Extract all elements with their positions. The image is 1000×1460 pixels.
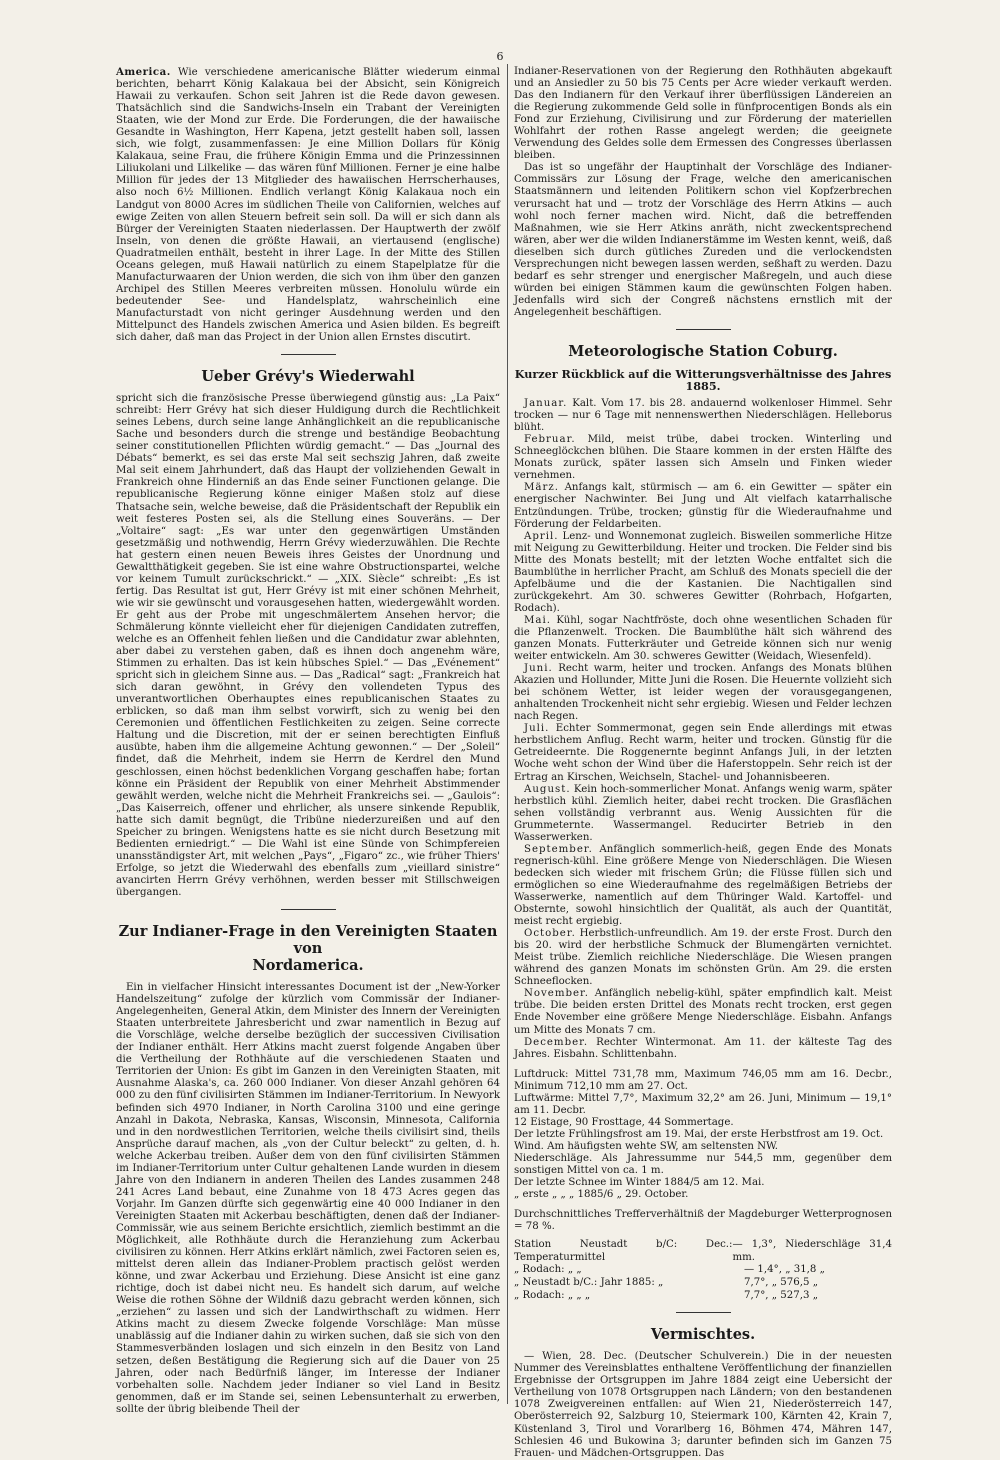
meteo-stat-line: Der letzte Schnee im Winter 1884/5 am 12. Mai. <box>514 1177 765 1189</box>
section-rule <box>676 329 731 330</box>
left-column <box>116 66 500 1416</box>
meteo-month-text: Kalt. Vom 17. bis 28. andauernd wolkenloser Himmel. Sehr trocken — nur 6 Tage mit nennenswerthen Niederschlägen. Helleborus blüht. <box>514 398 892 434</box>
meteo-month-name: Januar. <box>524 398 568 410</box>
meteo-month-name: September. <box>524 843 593 855</box>
meteo-month-text: Recht warm, heiter und trocken. Anfangs des Monats blühen Akazien und Hollunder, Mitte Juni die Rosen. Die Heuernte vollzieht sich bei schönem Wetter, ist leider wegen der vorausgegangenen, anhaltenden Trockenheit nicht sehr ergiebig. Wiesen und Felder lechzen nach Regen. <box>514 663 892 723</box>
meteo-stat-line: Luftwärme: Mittel 7,7°, Maximum 32,2° am 26. Juni, Minimum — 19,1° am 11. Decbr. <box>514 1092 892 1116</box>
article-meteo-subheading: Kurzer Rückblick auf die Witterungsverhältnisse des Jahres 1885. <box>514 366 892 394</box>
meteo-station-table <box>514 1239 892 1302</box>
article-indianer-continued-paragraph: Indianer-Reservationen von der Regierung den Rothhäuten abgekauft und an Ansiedler zu 50 bis 75 Cents per Acre wieder verkauft werden. Das den Indianern für den Verkauf ihrer überflüssigen Ländereien an die Regierung zukommende Geld solle in fünfprocentigen Bonds als ein Fond zur Erziehung, Civilisirung und zur Förderung der materiellen Wohlfahrt der rothen Rasse angelegt werden; die geeignete Verwendung des Geldes solle dem Ermessen des Congresses überlassen bleiben. <box>514 66 892 162</box>
article-indianer-continued-paragraph: Das ist so ungefähr der Hauptinhalt der Vorschläge des Indianer-Commissärs zur Lösung der Frage, welche den americanischen Staatsmännern und leitenden Politikern schon viel Kopfzerbrechen verursacht hat und — trotz der Vorschläge des Herrn Atkins — auch wohl noch ferner machen wird. Nicht, daß die betreffenden Maßnahmen, wie sie Herr Atkins anräth, nicht zweckentsprechend wären, aber wer die wilden Indianerstämme im Westen kennt, weiß, daß dieselben sich durch gütliches Zureden und die verlockendsten Versprechungen nicht bewegen lassen werden, seßhaft zu werden. Dazu bedarf es sehr strenger und energischer Maßregeln, und auch diese würden bei einigen Stämmen kaum die gewünschten Folgen haben. Jedenfalls wird sich der Congreß nächstens ernstlich mit der Angelegenheit beschäftigen. <box>514 162 892 318</box>
article-america-runin: America. <box>116 66 171 78</box>
meteo-month-entry <box>514 663 892 723</box>
table-row <box>514 1277 892 1290</box>
meteo-month-text: Rechter Wintermonat. Am 11. der kälteste Tag des Jahres. Eisbahn. Schlittenbahn. <box>514 1036 892 1060</box>
meteo-month-name: December. <box>524 1036 589 1048</box>
meteo-stats <box>514 1069 892 1202</box>
article-indianer-heading <box>116 923 500 974</box>
article-indianer-paragraph: Ein in vielfacher Hinsicht interessantes Document ist der „New-Yorker Handelszeitung“ zufolge der kürzlich vom Commissär der Indianer-Angelegenheiten, General Atkin, dem Minister des Innern der Vereinigten Staaten unterbreitete Jahresbericht und zwar namentlich in Bezug auf die Vorschläge, welche derselbe bezüglich der successiven Civilisation der Indianer enthält. Herr Atkins macht zuerst folgende Angaben über die Vertheilung der Rothhäute auf die verschiedenen Staaten und Territorien der Union: Es gibt im Ganzen in den Vereinigten Staaten, mit Ausnahme Alaska's, ca. 260 000 Indianer. Von dieser Anzahl gehören 64 000 zu den fünf civilisirten Stämmen im Indianer-Territorium. In Newyork befinden sich 4970 Indianer, in North Carolina 3100 und eine geringe Anzahl in Dakota, Nebraska, Kansas, Wisconsin, Minnesota, California und in den nordwestlichen Territorien, welche theils civilisirt sind, theils Ansprüche darauf machen, als „von der Cultur beleckt“ zu gelten, d. h. welche Ackerbau treiben. Außer dem von den fünf civilisirten Stämmen im Indianer-Territorium unter Cultur gehaltenen Lande wurden in diesem Jahre von den Indianern in anderen Theilen des Landes zusammen 248 241 Acres Land bebaut, eine Zunahme von 18 473 Acres gegen das Vorjahr. Im Ganzen dürfte sich gegenwärtig eine 40 000 Indianer in den Vereinigten Staaten mit Ackerbau beschäftigten, denen daß der Indianer-Commissär, wie aus seinem Berichte ersichtlich, ziemlich bestimmt an die Möglichkeit, alle Rothhäute durch die Heranziehung zum Ackerbau civilisiren zu können. Herr Atkins erklärt nämlich, zwei Factoren seien es, mittelst deren allein das Indianer-Problem practisch gelöst werden könne, und zwar Ackerbau und Erziehung. Diese Ansicht ist eine ganz richtige, doch ist dabei nicht neu. Es handelt sich darum, auf welche Weise die rothen Söhne der Wildniß dazu gebracht werden können, sich „erziehen“ zu lassen und sich der Landwirthschaft zu widmen. Herr Atkins macht zu diesem Zwecke folgende Vorschläge: Man müsse unablässig auf die Indianer dahin zu wirken suchen, daß sie sich von den Stammesverbänden loslagen und sich einzeln in den Besitz von Land setzen, deßen Bestätigung die Regierung sich auf die Dauer von 25 Jahren, oder nach Bedürfniß länger, im Interesse der Indianer vorbehalten solle. Nachdem jeder Indianer so viel Land in Besitz genommen, daß er im Stande sei, seinen Lebensunterhalt zu erwerben, sollte der übrig bleibende Theil der <box>116 982 500 1415</box>
section-rule <box>676 1312 731 1313</box>
meteo-month-text: Lenz- und Wonnemonat zugleich. Bisweilen sommerliche Hitze mit Neigung zu Gewitterbildung. Heiter und trocken. Die Felder sind bis Mitte des Monats bestellt; mit der letzten Woche entfaltet sich die Baumblüthe in herrlicher Pracht, am Schluß des Monats speciell die der Apfelbäume und die der Kastanien. Die Nachtigallen sind zurückgekehrt. Am 30. schweres Gewitter (Rohrbach, Hofgarten, Rodach). <box>514 530 892 614</box>
article-indianer-heading-line2: Nordamerica. <box>252 957 364 975</box>
meteo-month-entry <box>514 615 892 663</box>
table-row <box>514 1239 892 1264</box>
meteo-month-entry <box>514 531 892 615</box>
article-indianer-heading-line1: Zur Indianer-Frage in den Vereinigten Staaten von <box>118 923 498 958</box>
meteo-stat-line: Wind. Am häufigsten wehte SW, am seltensten NW. <box>514 1140 779 1152</box>
article-grevy-heading: Ueber Grévy's Wiederwahl <box>201 368 415 386</box>
meteo-month-name: April. <box>524 530 559 542</box>
meteo-month-name: Juni. <box>524 663 553 675</box>
table-cell: „ Rodach: „ „ <box>514 1264 582 1276</box>
right-column <box>514 66 892 1460</box>
meteo-stat-line: Niederschläge. Als Jahressumme nur 544,5 mm, gegenüber dem sonstigen Mittel von ca. 1 m. <box>514 1152 892 1177</box>
article-america-text: Wie verschiedene americanische Blätter wiederum einmal berichten, beharrt König Kalakaua bei der Absicht, sein Königreich Hawaii zu verkaufen. Schon seit Jahren ist die Rede davon gewesen. Thatsächlich sind die Sandwichs-Inseln ein Trabant der Vereinigten Staaten, wie der Mond zur Erde. Die Forderungen, die der hawaiische Gesandte in Washington, Herr Kapena, jetzt gestellt haben soll, lassen sich, wie folgt, zusammenfassen: Je eine Million Dollars für König Kalakaua, seine Frau, die frühere Königin Emma und die Prinzessinnen Liliukolani und Lilkelike — das wären fünf Millionen. Ferner je eine halbe Million für jedes der 13 Mitglieder des hawaiischen Herrscherhauses, also noch 6½ Millionen. Endlich verlangt König Kalakaua noch ein Landgut von 8000 Acres im südlichen Theile von Californien, welches auf ewige Zeiten von allen Steuern befreit sein soll. Da will er sich dann als Bürger der Vereinigten Staaten niederlassen. Der Hauptwerth der zwölf Inseln, von denen die größte Hawaii, an viertausend (englische) Quadratmeilen enthält, besteht in ihrer Lage. In der Mitte des Stillen Oceans gelegen, muß Hawaii natürlich zu einem Stapelplatze für die Manufacturwaaren der Union werden, die sich von ihm über den ganzen Archipel des Stillen Meeres verbreiten müssen. Honolulu würde ein bedeutender See- und Handelsplatz, wahrscheinlich eine Manufacturstadt von nicht geringer Ausdehnung werden und den Mittelpunct des Handels zwischen America und Asien bilden. Es begreift sich daher, daß man das Project in der Union allen Ernstes discutirt. <box>116 67 500 344</box>
meteo-month-name: März. <box>524 482 559 494</box>
article-meteo-heading: Meteorologische Station Coburg. <box>568 342 838 360</box>
section-rule <box>281 354 336 355</box>
meteo-month-entry <box>514 482 892 530</box>
meteo-month-entry <box>514 844 892 928</box>
table-cell: Station Neustadt b/C: Dec.: Temperaturmittel <box>514 1239 733 1263</box>
meteo-month-entry <box>514 434 892 482</box>
table-row <box>514 1290 892 1303</box>
meteo-stat-line: „ erste „ „ „ 1885/6 „ 29. October. <box>514 1189 689 1201</box>
table-cell: „ Rodach: „ „ „ <box>514 1289 591 1301</box>
meteo-stat-line: Luftdruck: Mittel 731,78 mm, Maximum 746,05 mm am 16. Decbr., Minimum 712,10 mm am 27. Oct. <box>514 1068 892 1092</box>
meteo-month-text: Kühl, sogar Nachtfröste, doch ohne wesentlichen Schaden für die Pflanzenwelt. Trocken. Die Baumblüthe hält sich während des ganzen Monats. Futterkräuter und Getreide können sich nur wenig weiter entwickeln. Am 30. schweres Gewitter (Weidach, Wiesenfeld). <box>514 614 892 663</box>
table-row <box>514 1264 892 1277</box>
article-vermischtes-heading: Vermischtes. <box>650 1326 756 1344</box>
meteo-month-name: Februar. <box>524 434 576 446</box>
meteo-month-entry <box>514 398 892 434</box>
article-grevy-paragraph: spricht sich die französische Presse überwiegend günstig aus: „La Paix“ schreibt: Herr Grévy hat sich dieser Huldigung durch die Rechtlichkeit seines Lebens, durch seine lange Anhänglichkeit an die republicanische Sache und besonders durch die strenge und beständige Beobachtung seiner constitutionellen Pflichten würdig gemacht.“ — Das „Journal des Débats“ bemerkt, es sei das erste Mal seit sechszig Jahren, daß zweite Mal seit einem Jahrhundert, daß das Haupt der vollziehenden Gewalt in Frankreich ohne Hinderniß an das Ende seiner Functionen gelange. Die republicanische Regierung könne einiger Maßen stolz auf diese Thatsache sein, welche beweise, daß die Präsidentschaft der Republik ein weit festeres Posten sei, als die Stellung eines Souveräns. — Der „Voltaire“ sagt: „Es war unter den gegenwärtigen Umständen gesetzmäßig und nothwendig, Herrn Grévy wiederzuwählen. Die Rechte hat gestern einen neuen Beweis ihres Geistes der Unordnung und Gewaltthätigkeit gegeben. Sie ist eine wahre Obstructionspartei, welche vor keinem Tumult zurückschrickt.“ — „XIX. Siècle“ schreibt: „Es ist fertig. Das Resultat ist gut, Herr Grévy ist mit einer schönen Mehrheit, wie wir sie gewünscht und vorausgesehen hatten, wiedergewählt worden. Er geht aus der Probe mit ungeschmälertem Ansehen hervor; die Schmälerung könnte vielleicht eher für diejenigen Candidaten zutreffen, welche es an Offenheit fehlen ließen und die Candidatur zwar ablehnten, aber dabei zu verstehen gaben, daß es ihnen doch angenehm wäre, Stimmen zu erhalten. Das ist kein hübsches Spiel.“ — Das „Evénement“ spricht sich in gleichem Sinne aus. — Das „Radical“ sagt: „Frankreich hat sich daran gewöhnt, in Grévy den vollendeten Typus des unverantwortlichen Oberhauptes eines republicanischen Staates zu erblicken, so daß man ihm selbst vorwirft, sich zu wenig bei den Ceremonien und öffentlichen Festlichkeiten zu zeigen. Seine correcte Haltung und die Discretion, mit der er seinen berechtigten Einfluß ausübte, haben ihm die allgemeine Achtung gewonnen.“ — Der „Soleil“ findet, daß die Mehrheit, indem sie Herrn de Kerdrel den Mund geschlossen, einen höchst bedenklichen Vorgang geschaffen habe; fortan könne ein Präsident der Republik von einer Mehrheit Abstimmender gewählt werden, welche nicht die Mehrheit Frankreichs sei. — „Gaulois“: „Das Kaiserreich, offener und ehrlicher, als unsere sinkende Republik, hatte sich damit begnügt, die Tribüne niederzureißen und auf den Speicher zu bringen. Wenigstens hatte es sie nicht durch Besetzung mit Bedienten erniedrigt.“ — Die Wahl ist eine Sünde von Schimpfereien unansständigster Art, mit welchen „Pays“, „Figaro“ zc., wie früher Thiers' Erfolge, so jetzt die Wiederwahl des ebenfalls zum „vieillard sinistre“ avancirten Herrn Grévy verhöhnen, werden besser mit Stillschweigen übergangen. <box>116 393 500 898</box>
meteo-month-name: Juli. <box>524 723 550 735</box>
meteo-month-entry <box>514 988 892 1036</box>
meteo-month-entry <box>514 928 892 988</box>
meteo-month-text: Echter Sommermonat, gegen sein Ende allerdings mit etwas herbstlichem Anflug. Recht warm, heiter und trocken. Günstig für die Getreideernte. Die Roggenernte beginnt Anfangs Juli, in der letzten Woche weht schon der Wind über die Haferstoppeln. Sehr reich ist der Ertrag an Kirschen, Weichseln, Stachel- und Johannisbeeren. <box>514 723 892 783</box>
meteo-month-text: Anfangs kalt, stürmisch — am 6. ein Gewitter — später ein energischer Nachwinter. Bei Jung und Alt vielfach katarrhalische Entzündungen. Trübe, trocken; günstig für die Wiederaufnahme und Förderung der Feldarbeiten. <box>514 482 892 530</box>
meteo-month-entry <box>514 723 892 783</box>
meteo-month-name: October. <box>524 928 576 940</box>
meteo-month-text: Herbstlich-unfreundlich. Am 19. der erste Frost. Durch den bis 20. wird der herbstliche Schmuck der Blumengärten vernichtet. Meist trübe. Ziemlich reichliche Niederschläge. Die Wiesen prangen während des ganzen Monats im schönsten Grün. Am 29. die ersten Schneeflocken. <box>514 928 892 988</box>
meteo-month-name: November. <box>524 988 590 1000</box>
table-cell: „ Neustadt b/C.: Jahr 1885: „ <box>514 1277 664 1289</box>
meteo-month-text: Anfänglich sommerlich-heiß, gegen Ende des Monats regnerisch-kühl. Eine größere Menge von Niederschlägen. Die Wiesen bedecken sich wieder mit frischem Grün; die Flüsse füllen sich und ermöglichen so eine Wiederaufnahme des regelmäßigen Betriebs der Wasserwerke, namentlich auf dem Thüringer Wald. Kartoffel- und Obsternte, sowohl hinsichtlich der Qualität, als auch der Quantität, meist recht ergiebig. <box>514 843 892 928</box>
meteo-months <box>514 398 892 1061</box>
meteo-treffer: Durchschnittliches Trefferverhältniß der Magdeburger Wetterprognosen = 78 %. <box>514 1209 892 1233</box>
table-cell: 7,7°, „ 527,3 „ <box>744 1289 818 1301</box>
page-number: 6 <box>496 50 504 63</box>
table-cell: — 1,3°, Niederschläge 31,4 mm. <box>732 1239 892 1263</box>
article-vermischtes-paragraph: — Wien, 28. Dec. (Deutscher Schulverein.) Die in der neuesten Nummer des Vereinsblattes enthaltene Veröffentlichung der finanziellen Ergebnisse der Ortsgruppen im Jahre 1884 zeigt eine Uebersicht der Vertheilung von 1078 Ortsgruppen nach Ländern; von den bestandenen 1078 Zweigvereinen entfallen: auf Wien 21, Niederösterreich 147, Oberösterreich 92, Salzburg 10, Steiermark 100, Kärnten 42, Krain 7, Küstenland 3, Tirol und Vorarlberg 16, Böhmen 474, Mähren 147, Schlesien 46 und Bukowina 3; darunter befinden sich im Ganzen 75 Frauen- und Mädchen-Ortsgruppen. Das <box>514 1351 892 1459</box>
column-divider <box>507 64 508 1404</box>
meteo-month-text: Kein hoch-sommerlicher Monat. Anfangs wenig warm, später herbstlich kühl. Ziemlich heiter, dabei recht trocken. Die Grasflächen sehen vollständig verbrannt aus. Wenig Aussichten für die Grummeternte. Wassermangel. Reducirter Betrieb in den Wasserwerken. <box>514 783 892 843</box>
article-america <box>116 66 500 344</box>
meteo-stat-line: 12 Eistage, 90 Frosttage, 44 Sommertage. <box>514 1116 734 1128</box>
spacer <box>514 1201 892 1209</box>
meteo-month-name: Mai. <box>524 614 552 626</box>
meteo-month-name: August. <box>524 783 571 795</box>
meteo-stat-line: Der letzte Frühlingsfrost am 19. Mai, der erste Herbstfrost am 19. Oct. <box>514 1128 884 1140</box>
table-cell: 7,7°, „ 576,5 „ <box>744 1277 818 1289</box>
spacer <box>514 1061 892 1069</box>
meteo-month-entry <box>514 1037 892 1061</box>
meteo-month-text: Mild, meist trübe, dabei trocken. Winterling und Schneeglöckchen blühen. Die Staare kommen in der ersten Hälfte des Monats zurück, später lassen sich Amseln und Finken wieder vernehmen. <box>514 434 892 482</box>
section-rule <box>281 909 336 910</box>
meteo-month-text: Anfänglich nebelig-kühl, später empfindlich kalt. Meist trübe. Die beiden ersten Drittel des Monats recht trocken, erst gegen Ende November eine größere Menge Niederschläge. Eisbahn. Anfangs um Mitte des Monats 7 cm. <box>514 988 892 1036</box>
table-cell: — 1,4°, „ 31,8 „ <box>744 1264 825 1276</box>
meteo-month-entry <box>514 784 892 844</box>
